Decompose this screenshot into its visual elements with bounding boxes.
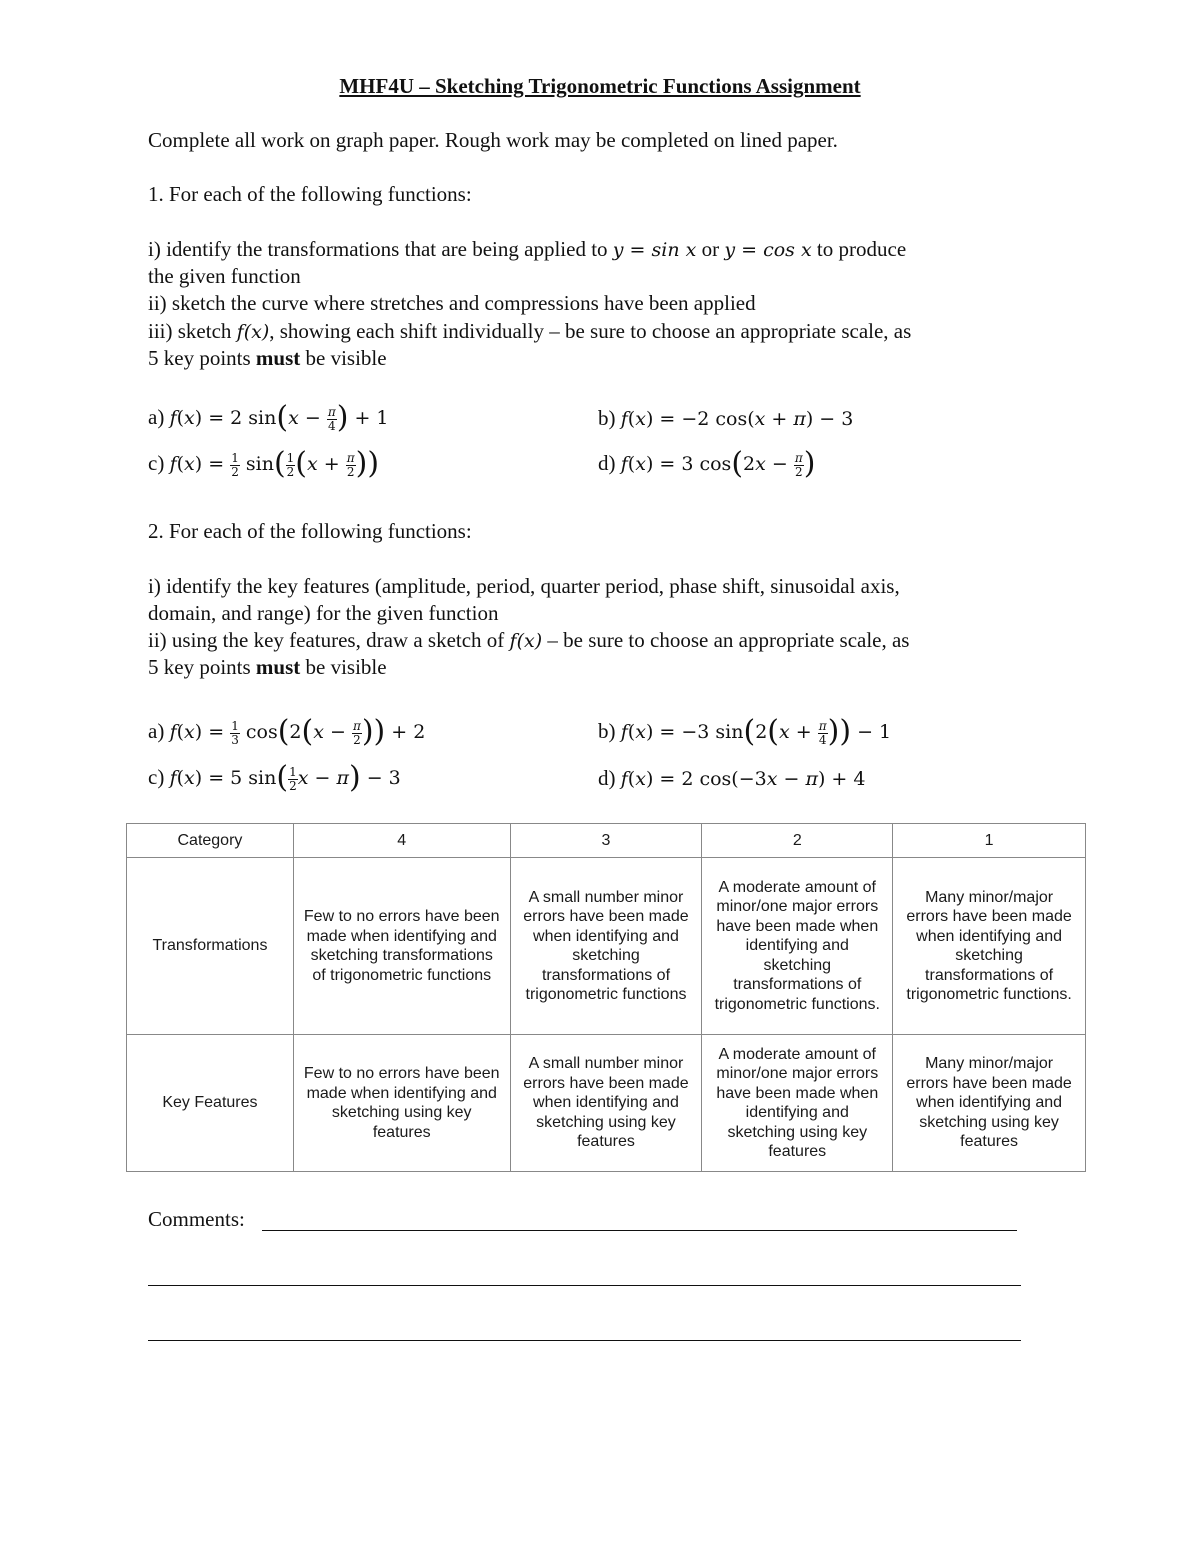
q2-equation-c: c) f(x) = 5 sin( $\frac{1}{2}$ x − π) − 3 — [148, 760, 401, 795]
rubric-category-cell: Key Features — [127, 1035, 294, 1172]
q1-iii-post: , showing each shift individually – be sure to choose an appropriate scale, as — [269, 319, 912, 343]
q2-ii-pre: ii) using the key features, draw a sketch of — [148, 628, 510, 652]
q1-iii-line2-pre: 5 key points — [148, 346, 256, 370]
q1-heading: 1. For each of the following functions: — [148, 182, 472, 206]
comments-line-2[interactable] — [148, 1265, 1021, 1286]
q1-c-label: c) — [148, 451, 170, 475]
q1-instruction-i — [148, 237, 906, 262]
q2-ii-line2-post: be visible — [300, 655, 387, 679]
q2-ii-post: – be sure to choose an appropriate scale, as — [542, 628, 910, 652]
rubric-header-level-3: 3 — [510, 824, 702, 858]
q2-c-label: c) — [148, 765, 170, 789]
rubric-table — [126, 823, 1086, 1172]
q1-i-post: to produce — [811, 237, 907, 261]
q2-d-label: d) — [598, 766, 621, 790]
q1-must-bold: must — [255, 346, 301, 370]
q1-instruction-iii — [148, 319, 911, 344]
q1-instruction-ii: ii) sketch the curve where stretches and compressions have been applied — [148, 291, 756, 315]
q2-equation-b: b) f(x) = −3 sin(2(x + $\frac{\pi}{4}$ )) − 1 — [598, 714, 892, 749]
rubric-row-transformations — [127, 858, 1086, 1035]
rubric-header-level-2: 2 — [702, 824, 893, 858]
q2-a-label: a) — [148, 719, 170, 743]
rubric-header-level-4: 4 — [293, 824, 510, 858]
q1-d-label: d) — [598, 451, 621, 475]
rubric-cell-level-1: Many minor/major errors have been made when identifying and sketching transformations of trigonometric functions. — [893, 858, 1086, 1035]
rubric-header-row — [127, 824, 1086, 858]
rubric-header-level-1: 1 — [893, 824, 1086, 858]
intro-text: Complete all work on graph paper. Rough work may be completed on lined paper. — [148, 128, 838, 152]
comments-line-1[interactable] — [262, 1210, 1017, 1231]
rubric-category-cell: Transformations — [127, 858, 294, 1035]
q2-instruction-i: i) identify the key features (amplitude, period, quarter period, phase shift, sinusoidal axis, — [148, 574, 900, 598]
q1-i-text: i) identify the transformations that are being applied to — [148, 237, 613, 261]
q2-i-line2: domain, and range) for the given function — [148, 601, 499, 625]
q1-equation-a: a) f(x) = 2 sin(x − $\frac{\pi}{4}$ ) + 1 — [148, 400, 389, 435]
q1-equation-b: b) f(x) = −2 cos(x + π) − 3 — [598, 406, 854, 430]
q1-iii-line2 — [148, 346, 387, 371]
rubric-header-category: Category — [127, 824, 294, 858]
rubric-cell-level-2: A moderate amount of minor/one major errors have been made when identifying and sketching using key features — [702, 1035, 893, 1172]
q2-must-bold: must — [255, 655, 301, 679]
comments-label: Comments: — [148, 1207, 245, 1231]
q2-b-label: b) — [598, 719, 621, 743]
q2-ii-line2-pre: 5 key points — [148, 655, 256, 679]
rubric-cell-level-2: A moderate amount of minor/one major errors have been made when identifying and sketching transformations of trigonometric functions. — [702, 858, 893, 1035]
q2-heading: 2. For each of the following functions: — [148, 519, 472, 543]
q1-i-math-sin: y = sin x — [612, 239, 697, 261]
q1-a-label: a) — [148, 405, 170, 429]
q1-equation-d: d) f(x) = 3 cos(2x − $\frac{\pi}{2}$ ) — [598, 446, 816, 481]
q1-iii-line2-post: be visible — [300, 346, 387, 370]
rubric-cell-level-3: A small number minor errors have been made when identifying and sketching using key features — [510, 1035, 702, 1172]
q1-iii-pre: iii) sketch — [148, 319, 237, 343]
q1-i-or: or — [696, 237, 725, 261]
rubric-cell-level-1: Many minor/major errors have been made when identifying and sketching using key features — [893, 1035, 1086, 1172]
comments-line-3[interactable] — [148, 1320, 1021, 1341]
q1-iii-math: f(x) — [236, 321, 270, 343]
q1-i-math-cos: y = cos x — [724, 239, 812, 261]
rubric-cell-level-4: Few to no errors have been made when identifying and sketching using key features — [293, 1035, 510, 1172]
q2-equation-a: a) f(x) = $\frac{1}{3}$ cos(2(x − $\frac{\pi}{2}$ )) + 2 — [148, 714, 426, 749]
q2-ii-math: f(x) — [509, 630, 543, 652]
q2-equation-d: d) f(x) = 2 cos(−3x − π) + 4 — [598, 766, 866, 790]
rubric-row-key-features — [127, 1035, 1086, 1172]
q1-i-line2: the given function — [148, 264, 301, 288]
q1-b-label: b) — [598, 406, 621, 430]
q2-instruction-ii — [148, 628, 909, 653]
q1-equation-c: c) f(x) = $\frac{1}{2}$ sin( $\frac{1}{2}$ (x + $\frac{\pi}{2}$ )) — [148, 446, 380, 481]
rubric-cell-level-4: Few to no errors have been made when identifying and sketching transformations of trigonometric functions — [293, 858, 510, 1035]
q2-ii-line2 — [148, 655, 387, 680]
page-title: MHF4U – Sketching Trigonometric Functions Assignment — [339, 74, 861, 98]
rubric-cell-level-3: A small number minor errors have been made when identifying and sketching transformations of trigonometric functions — [510, 858, 702, 1035]
